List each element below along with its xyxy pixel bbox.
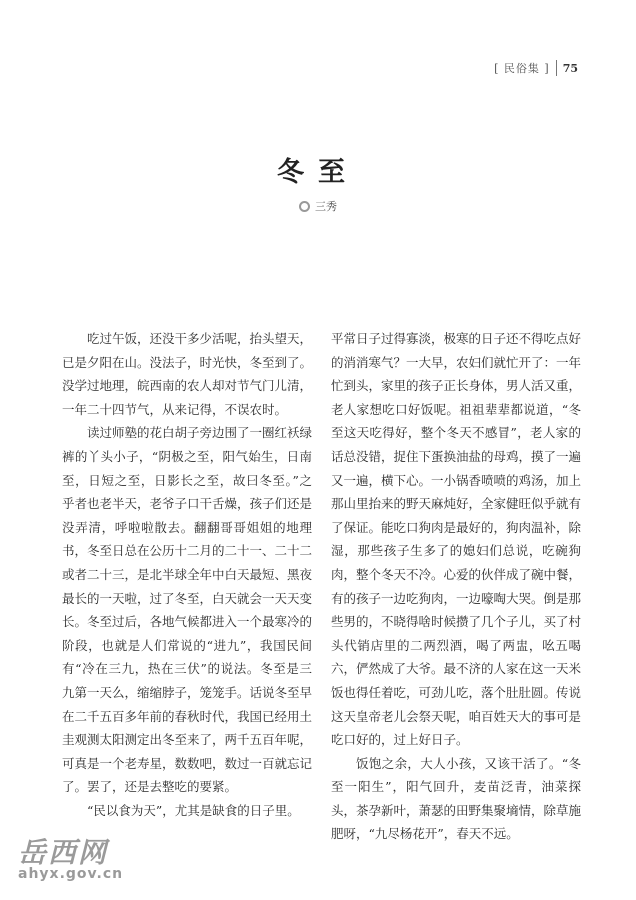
page-number: 75 [562, 61, 578, 75]
site-watermark [18, 838, 123, 882]
bullet-circle-icon [299, 201, 310, 212]
section-label: [ 民俗集 ] [494, 62, 550, 75]
header-divider [556, 60, 557, 76]
author-name: 三秀 [315, 200, 337, 213]
left-column [62, 327, 312, 822]
paragraph: 饭饱之余，大人小孩，又该干活了。“冬至一阳生”，阳气回升，麦苗泛青，油菜探头，茶孕新叶，萧瑟的田野集聚墒情，除草施肥呀，“九尽杨花开”，春天不远。 [331, 755, 582, 842]
running-header [494, 60, 578, 76]
article-title: 冬至 [277, 157, 359, 188]
paragraph: “民以食为天”，尤其是缺食的日子里。 [87, 802, 300, 818]
paragraph-continued: 平常日子过得寡淡，极寒的日子还不得吃点好的消消寒气？一大早，农妇们就忙开了：一年忙到头，家里的孩子正长身体，男人活又重，老人家想吃口好饭呢。祖祖辈辈都说道，“冬至这天吃得好，整个冬天不感冒”，老人家的话总没错，捉住下蛋换油盐的母鸡，摸了一遍又一遍，横下心。一小锅香喷喷的鸡汤，加上那山里抬来的野天麻炖好，全家健旺似乎就有了保证。能吃口狗肉是最好的，狗肉温补，除湿，那些孩子生多了的媳妇们总说，吃碗狗肉，整个冬天不冷。心爱的伙伴成了碗中餐，有的孩子一边吃狗肉，一边嚎啕大哭。倒是那些男的，不晓得啥时候攒了几个子儿，买了村头代销店里的二两烈酒，喝了两盅，吆五喝六，俨然成了大爷。最不济的人家在这一天米饭也得任着吃，可劲儿吃，落个肚肚圆。传说这天皇帝老儿会祭天呢，咱百姓天大的事可是吃口好的，过上好日子。 [331, 331, 582, 748]
watermark-logo: 岳西网 [18, 836, 109, 869]
author-line [0, 198, 636, 214]
watermark-url: ahyx.gov.cn [18, 866, 124, 882]
paragraph: 吃过午饭，还没干多少活呢，抬头望天，已是夕阳在山。没法子，时光快，冬至到了。没学过地理，皖西南的农人却对节气门儿清，一年二十四节气，从来记得，不误农时。 [62, 331, 313, 417]
right-column [331, 327, 581, 846]
paragraph: 读过师塾的花白胡子旁边围了一圈红袄绿裤的丫头小子，“阴极之至，阳气始生，日南至，日短之至，日影长之至，故曰冬至。”之乎者也老半天，老爷子口干舌燥，孩子们还是没弄清，呼啦啦散去。翻翻哥哥姐姐的地理书，冬至日总在公历十二月的二十一、二十二或者二十三，是北半球全年中白天最短、黑夜最长的一天啦，过了冬至，白天就会一天天变长。冬至过后，各地气候都进入一个最寒冷的阶段，也就是人们常说的“进九”，我国民间有“冷在三九，热在三伏”的说法。冬至是三九第一天么，缩缩脖子，笼笼手。话说冬至早在二千五百多年前的春秋时代，我国已经用土圭观测太阳测定出冬至来了，两千五百年呢，可真是一个老寿星，数数吧，数过一百就忘记了。罢了，还是去整吃的要紧。 [62, 425, 313, 795]
